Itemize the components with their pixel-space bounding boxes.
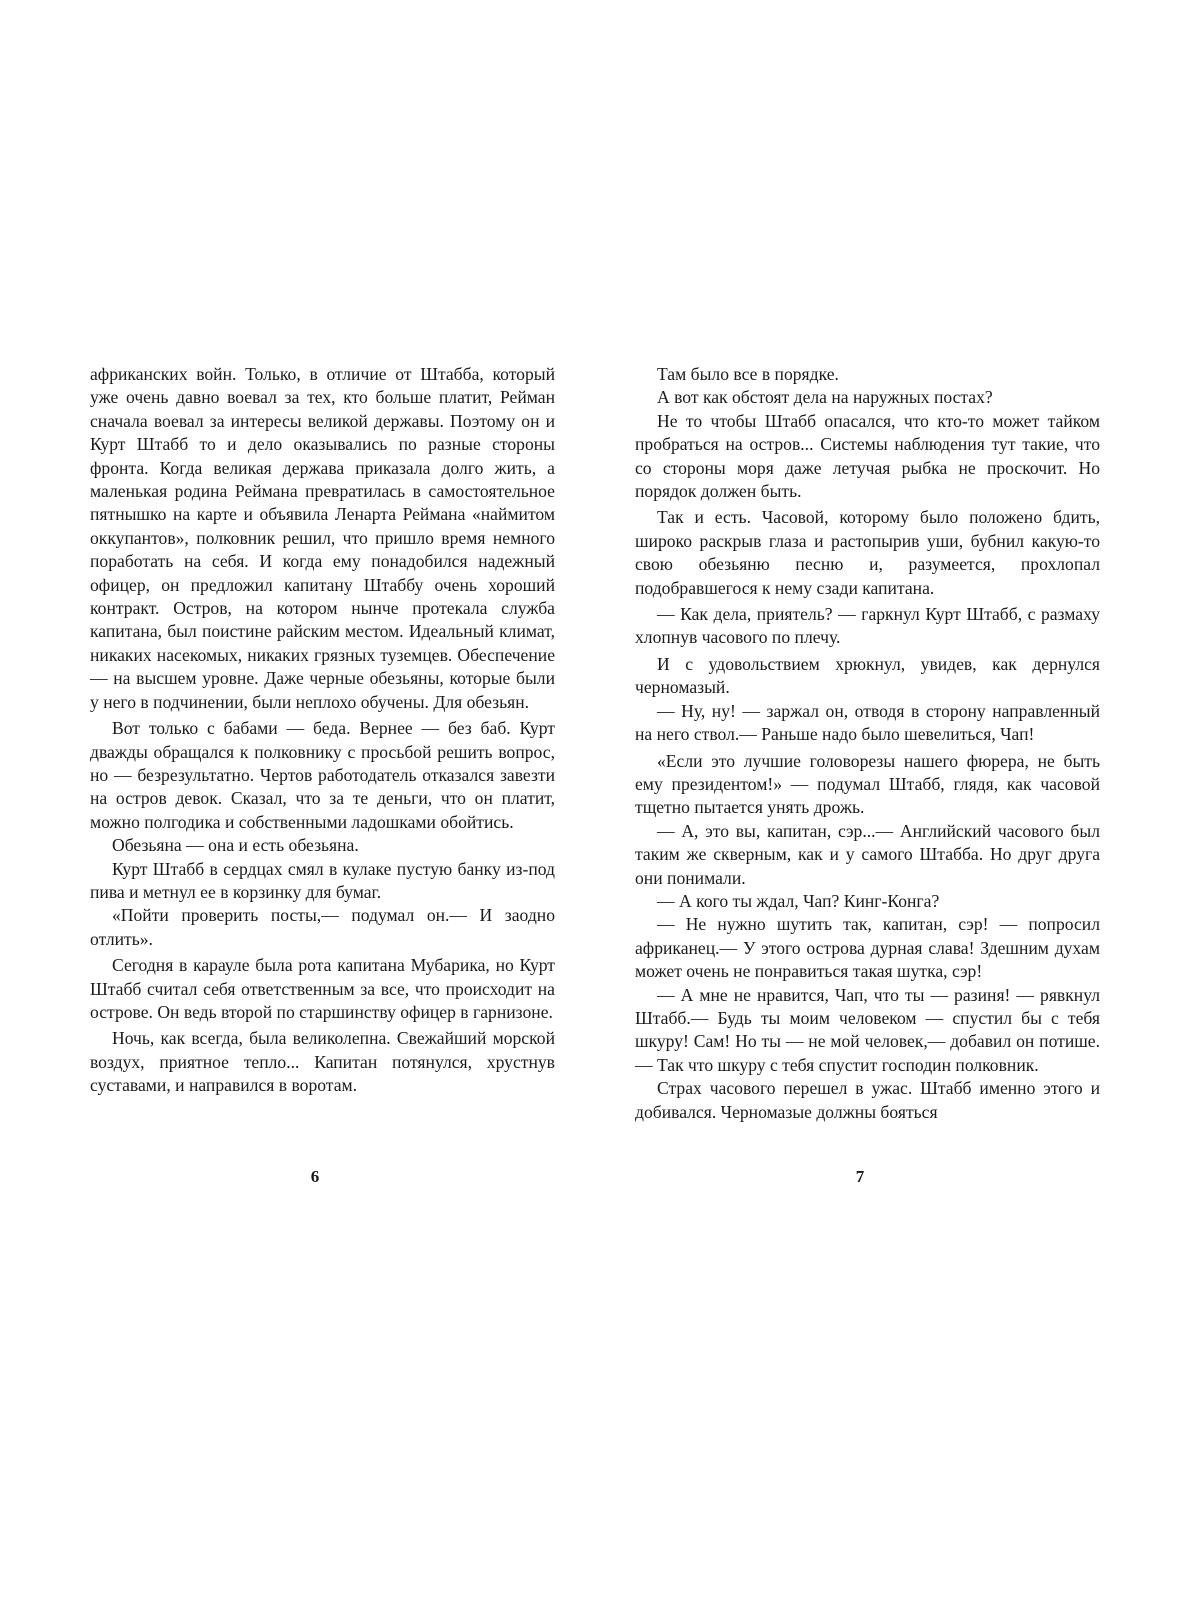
right-page-text (635, 363, 1100, 1127)
paragraph: — Не нужно шутить так, капитан, сэр! — попросил африканец.— У этого острова дурная слава! Здешним духам может очень не понравиться такая шутка, сэр! (635, 914, 1100, 982)
left-page-text (90, 363, 555, 1101)
paragraph: — Ну, ну! — заржал он, отводя в сторону направленный на него ствол.— Раньше надо было шевелиться, Чап! (635, 700, 1100, 745)
paragraph: «Если это лучшие головорезы нашего фюрера, не быть ему президентом!» — подумал Штабб, глядя, как часовой тщетно пытается унять дрожь. (635, 750, 1100, 818)
paragraph: африканских войн. Только, в отличие от Штабба, который уже очень давно воевал за тех, кто больше платит, Рейман сначала воевал за интересы великой державы. Поэтому он и Курт Штабб то и дело оказывались по разные стороны фронта. Когда великая держава приказала долго жить, а маленькая родина Реймана превратилась в самостоятельное пятнышко на карте и объявила Ленарта Реймана «наймитом оккупантов», полковник решил, что пришло время немного поработать на себя. И когда ему понадобился надежный офицер, он предложил капитану Штаббу очень хороший контракт. Остров, на котором нынче протекала служба капитана, был поистине райским местом. Идеальный климат, никаких насекомых, никаких грязных туземцев. Обеспечение — на высшем уровне. Даже черные обезьяны, которые были у него в подчинении, были неплохо обучены. Для обезьян. (90, 364, 555, 712)
paragraph: Ночь, как всегда, была великолепна. Свежайший морской воздух, приятное тепло... Капитан потянулся, хрустнув суставами, и направился в воротам. (90, 1028, 555, 1096)
paragraph: — Как дела, приятель? — гаркнул Курт Штабб, с размаху хлопнув часового по плечу. (635, 604, 1100, 648)
paragraph: Сегодня в карауле была рота капитана Мубарика, но Курт Штабб считал себя ответственным за все, что происходит на острове. Он ведь второй по старшинству офицер в гарнизоне. (90, 955, 555, 1022)
paragraph: Там было все в порядке. (657, 364, 839, 384)
paragraph: Курт Штабб в сердцах смял в кулаке пустую банку из-под пива и метнул ее в корзинку для бумаг. (90, 858, 555, 902)
paragraph: Так и есть. Часовой, которому было положено бдить, широко раскрыв глаза и растопырив уши, бубнил какую-то свою обезьяню песню и, разумеется, прохлопал подобравшегося к нему сзади капитана. (635, 507, 1100, 598)
page-number: 7 (855, 1167, 865, 1186)
paragraph: Обезьяна — она и есть обезьяна. (112, 835, 359, 856)
paragraph: «Пойти проверить посты,— подумал он.— И заодно отлить». (90, 905, 555, 949)
paragraph: Страх часового перешел в ужас. Штабб именно этого и добивался. Черномазые должны бояться (635, 1078, 1100, 1122)
paragraph: Вот только с бабами — беда. Вернее — без баб. Курт дважды обращался к полковнику с просьбой решить вопрос, но — безрезультатно. Чертов работодатель отказался завезти на остров девок. Сказал, что за те деньги, что он платит, можно полгодика и собственными ладошками обойтись. (90, 718, 555, 832)
paragraph: И с удовольствием хрюкнул, увидев, как дернулся черномазый. (635, 653, 1100, 698)
paragraph: Не то чтобы Штабб опасался, что кто-то может тайком пробраться на остров... Системы наблюдения тут такие, что со стороны моря даже летучая рыбка не проскочит. Но порядок должен быть. (635, 410, 1100, 502)
paragraph: — А мне не нравится, Чап, что ты — разиня! — рявкнул Штабб.— Будь ты моим человеком — спустил бы с тебя шкуру! Сам! Но ты — не мой человек,— добавил он потише.— Так что шкуру с тебя спустит господин полковник. (635, 984, 1100, 1075)
paragraph: — А кого ты ждал, Чап? Кинг-Конга? (657, 890, 940, 911)
page-number: 6 (310, 1167, 320, 1186)
paragraph: — А, это вы, капитан, сэр...— Английский часового был таким же скверным, как и у самого Штабба. Но друг друга они понимали. (635, 820, 1100, 888)
paragraph: А вот как обстоят дела на наружных постах? (657, 387, 993, 408)
